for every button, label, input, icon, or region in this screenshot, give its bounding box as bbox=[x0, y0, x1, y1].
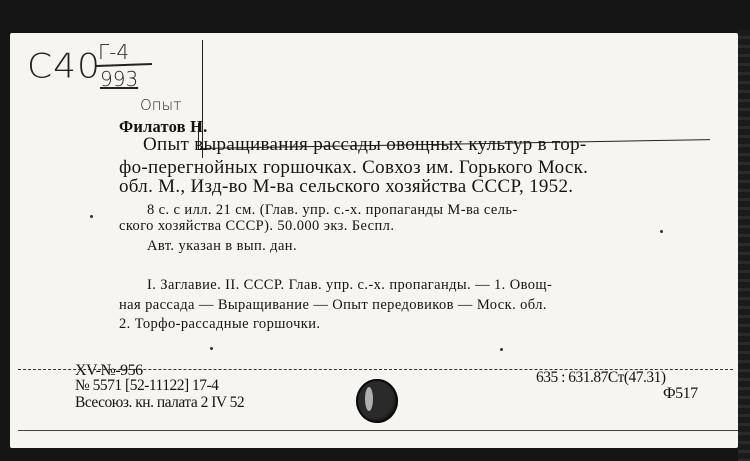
handwritten-call-number: С40 bbox=[27, 47, 101, 86]
record-line-1: Опыт выращивания рассады овощных культур в тор- bbox=[143, 134, 587, 155]
handwritten-fraction-bottom: 993 bbox=[100, 67, 139, 91]
footer-chamber: Всесоюз. кн. палата 2 IV 52 bbox=[75, 394, 245, 411]
subject-line-2: ная рассада — Выращивание — Опыт передовиков — Моск. обл. bbox=[119, 297, 547, 313]
handwritten-fraction-top: Г-4 bbox=[98, 40, 130, 64]
record-line-2: фо-перегнойных горшочках. Совхоз им. Горького Моск. bbox=[119, 157, 589, 178]
handwritten-note: Опыт bbox=[140, 96, 182, 114]
paper-speck bbox=[210, 347, 213, 350]
footer-number: № 5571 [52-11122] 17-4 bbox=[75, 377, 219, 394]
card-bottom-rule bbox=[18, 430, 738, 431]
footer-classification: 635 : 631.87Ст(47.31) bbox=[536, 369, 666, 386]
paper-speck bbox=[500, 348, 503, 351]
record-note: Авт. указан в вып. дан. bbox=[147, 238, 297, 254]
paper-speck bbox=[90, 215, 93, 218]
subject-line-3: 2. Торфо-рассадные горшочки. bbox=[119, 316, 321, 332]
punch-hole bbox=[356, 379, 398, 423]
record-line-5: ского хозяйства СССР). 50.000 экз. Беспл. bbox=[119, 218, 395, 234]
record-line-4: 8 с. с илл. 21 см. (Глав. упр. с.-х. пропаганды М-ва сель- bbox=[147, 202, 518, 218]
record-line-3: обл. М., Изд-во М-ва сельского хозяйства СССР, 1952. bbox=[119, 176, 574, 197]
card-edge-shadow bbox=[738, 30, 750, 461]
footer-series: XV-№-956 bbox=[75, 362, 143, 379]
footer-code: Ф517 bbox=[663, 385, 698, 402]
punch-hole-glint bbox=[365, 387, 373, 411]
author-heading: Филатов Н. bbox=[119, 117, 208, 136]
subject-line-1: I. Заглавие. II. СССР. Глав. упр. с.-х. пропаганды. — 1. Овощ- bbox=[147, 277, 553, 293]
paper-speck bbox=[660, 230, 663, 233]
